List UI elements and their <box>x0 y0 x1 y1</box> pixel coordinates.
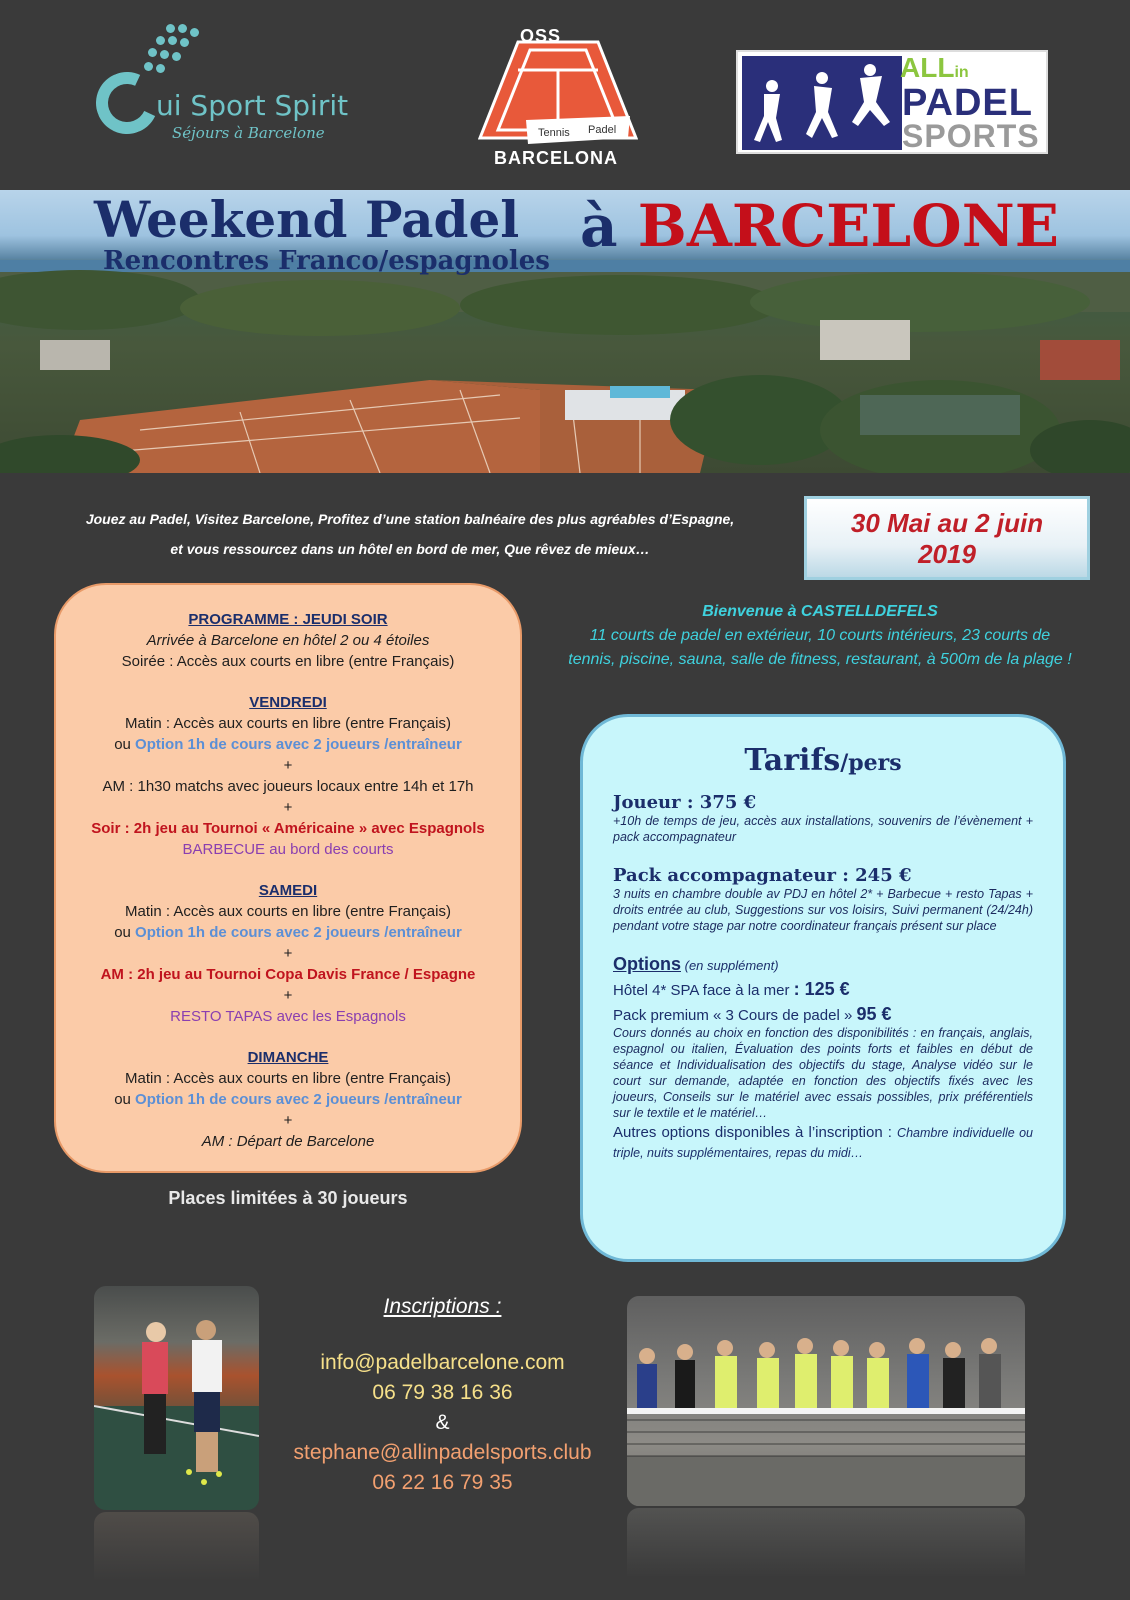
inscriptions-title: Inscriptions : <box>383 1295 502 1318</box>
group-photo <box>627 1296 1025 1506</box>
dots-icon <box>126 24 196 79</box>
logo-name: ui Sport Spirit <box>156 89 349 122</box>
dates-badge: 30 Mai au 2 juin 2019 <box>804 496 1090 580</box>
programme-saturday-title: SAMEDI <box>258 882 318 899</box>
tarifs-title: Tarifs/pers <box>744 743 902 778</box>
places-limit: Places limitées à 30 joueurs <box>168 1188 408 1208</box>
tarifs-box: Tarifs/pers Joueur : 375 € +10h de temps de jeu, accès aux installations, souvenirs de l’évènement + pack accompagnateur Pack accompagnateur : 245 € 3 nuits en chambre double av PDJ en hôtel 2* + Barbecue + resto Tapas + droits entrée au club, Suggestions sur vos loisirs, Suivi permanent (24/24h) pendant votre stage par notre coordinateur français présent sur place Options (en supplément) Hôtel 4* SPA face à la mer : 125 € Pack premium « 3 Cours de padel » 95 € Cours donnés au choix en fonction des disponibilités : en français, anglais, espagnol ou italien, Évaluation des points forts et faibles en début de séance et Individualisation des objectifs du stage, Analyse vidéo sur le court sur demande, adaptée en fonction des objectifs fixés avec les joueurs, Conseils sur le matériel avec essais possibles, prix préférentiels sur le textile et le matériel… Autres options disponibles à l’inscription : Chambre individuelle ou triple, nuits supplémentaires, repas du midi… <box>580 714 1066 1262</box>
photo-reflection <box>94 1512 259 1582</box>
padel-label: Padel <box>588 124 617 136</box>
intro-text: Jouez au Padel, Visitez Barcelone, Profitez d’une station balnéaire des plus agréables d’Espagne, et vous ressourcez dans un hôtel en bord de mer, Que rêvez de mieux… <box>85 511 735 557</box>
tennis-label: Tennis <box>538 127 570 139</box>
logo-barcelona-text: BARCELONA <box>494 148 618 168</box>
banner-subtitle: Rencontres Franco/espagnoles <box>103 246 550 276</box>
logo-all-in: ALLin <box>900 52 969 83</box>
inscriptions-contact: Inscriptions : info@padelbarcelone.com 06 79 38 16 36 & stephane@allinpadelsports.club 06 22 16 79 35 <box>270 1292 615 1498</box>
logo-oss-text: OSS <box>520 26 562 46</box>
castelldefels-welcome: Bienvenue à CASTELLDEFELS 11 courts de padel en extérieur, 10 courts intérieurs, 23 courts de tennis, piscine, sauna, salle de fitness, restaurant, à 500m de la plage ! <box>568 603 1072 668</box>
option-premium: Pack premium « 3 Cours de padel » 95 € <box>613 1004 892 1024</box>
tarif-pack-accompagnateur: Pack accompagnateur : 245 € <box>613 865 912 886</box>
oss-barcelona-logo <box>478 20 638 170</box>
players-icon <box>742 56 902 150</box>
logo-sports: SPORTS <box>902 118 1040 154</box>
banner-image <box>0 190 1130 473</box>
allin-padel-sports-logo <box>736 50 1048 154</box>
banner-title: Weekend Padel <box>94 190 520 249</box>
logo-padel: PADEL <box>902 82 1033 124</box>
coaching-photo <box>94 1286 259 1510</box>
programme-friday-title: VENDREDI <box>249 694 327 711</box>
banner-city-title: à BARCELONE <box>580 192 1059 260</box>
phone-2: 06 22 16 79 35 <box>372 1471 513 1494</box>
logo-subtitle: Séjours à Barcelone <box>172 124 325 142</box>
photo-reflection <box>627 1508 1025 1578</box>
other-options: Autres options disponibles à l’inscription : Chambre individuelle ou triple, nuits supplémentaires, repas du midi… <box>613 1124 1034 1160</box>
programme-sunday-title: DIMANCHE <box>247 1049 329 1066</box>
oui-sport-spirit-logo <box>96 24 376 154</box>
options-title: Options (en supplément) <box>613 954 779 974</box>
tarif-joueur: Joueur : 375 € <box>613 792 757 813</box>
option-hotel: Hôtel 4* SPA face à la mer : 125 € <box>613 979 850 999</box>
programme-thursday-title: PROGRAMME : JEUDI SOIR <box>188 611 388 628</box>
header-logos <box>0 0 1130 190</box>
email-link-1[interactable]: info@padelbarcelone.com <box>320 1351 565 1374</box>
email-link-2[interactable]: stephane@allinpadelsports.club <box>293 1441 592 1464</box>
programme-box: PROGRAMME : JEUDI SOIR Arrivée à Barcelone en hôtel 2 ou 4 étoiles Soirée : Accès aux courts en libre (entre Français) VENDREDI Matin : Accès aux courts en libre (entre Français) ou Option 1h de cours avec 2 joueurs /entraîneur + AM : 1h30 matchs avec joueurs locaux entre 14h et 17h + Soir : 2h jeu au Tournoi « Américaine » avec Espagnols BARBECUE au bord des courts SAMEDI Matin : Accès aux courts en libre (entre Français) ou Option 1h de cours avec 2 joueurs /entraîneur + AM : 2h jeu au Tournoi Copa Davis France / Espagne + RESTO TAPAS avec les Espagnols DIMANCHE Matin : Accès aux courts en libre (entre Français) ou Option 1h de cours avec 2 joueurs /entraîneur + AM : Départ de Barcelone <box>54 583 522 1173</box>
phone-1: 06 79 38 16 36 <box>372 1381 513 1404</box>
